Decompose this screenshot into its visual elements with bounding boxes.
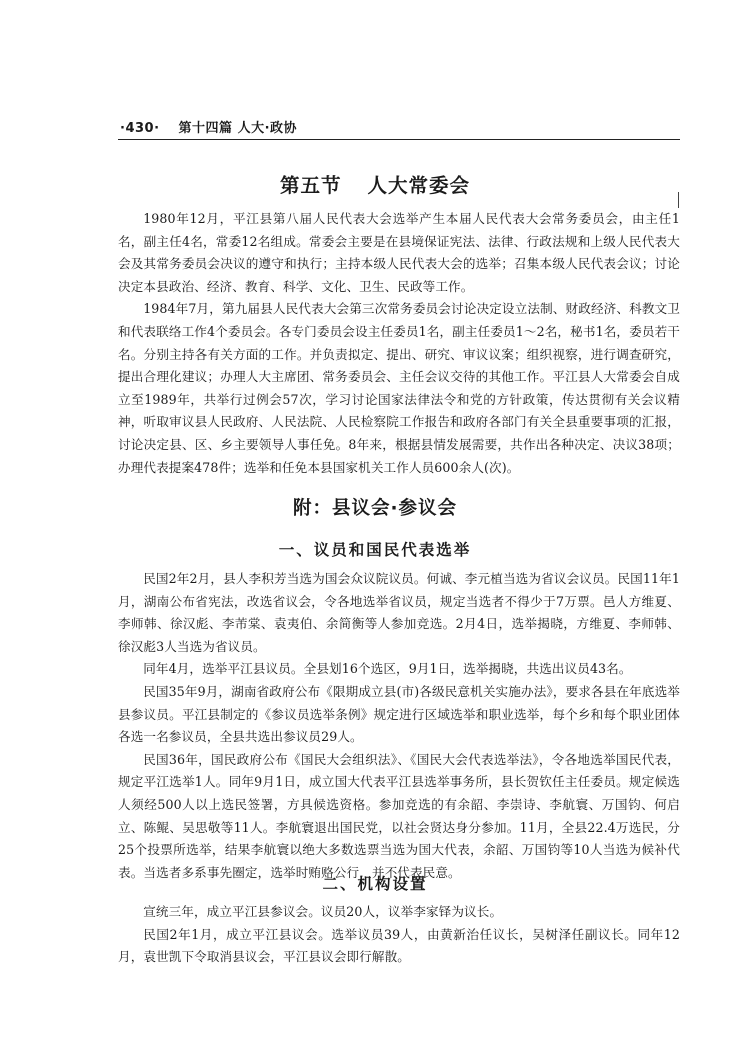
paragraph: 1980年12月，平江县第八届人民代表大会选举产生本届人民代表大会常务委员会，由主任1名，副主任4名，常委12名组成。常委会主要是在县境保证宪法、法律、行政法规和上级人民代表大会及其常务委员会决议的遵守和执行；主持本级人民代表大会的选举；召集本级人民代表会议；讨论决定本县政治、经济、教育、科学、文化、卫生、民政等工作。 bbox=[118, 211, 680, 294]
paragraph: 民国36年，国民政府公布《国民大会组织法》、《国民大会代表选举法》，令各地选举国民代表，规定平江选举1人。同年9月1日，成立国大代表平江县选举事务所，县长贺钦任主任委员。规定候选人须经500人以上选民签署，方具候选资格。参加竞选的有余韶、李崇诗、李航寰、万国钧、何启立、陈鲲、吴思敬等11人。李航寰退出国民党，以社会贤达身分参加。11月，全县22.4万选民，分25个投票所选举，结果李航寰以绝大多数选票当选为国大代表，余韶、万国钧等10人当选为候补代表。当选者多系事先圈定，选举时贿赂公行，并不代表民意。 bbox=[118, 751, 680, 880]
page-number: ·430· bbox=[120, 121, 160, 136]
paragraph: 民国2年2月，县人李积芳当选为国会众议院议员。何诚、李元植当选为省议会议员。民国11年1月，湖南公布省宪法，改选省议会，令各地选举省议员，规定当选者不得少于7万票。邑人方维夏、李师韩、徐汉彪、李芾棠、袁夷伯、余简衡等人参加竞选。2月4日，选举揭晓，方维夏、李师韩、徐汉彪3人当选为省议员。 bbox=[118, 571, 680, 654]
header-rule bbox=[118, 139, 680, 140]
subsection-body bbox=[118, 901, 680, 969]
paragraph: 民国35年9月，湖南省政府公布《限期成立县(市)各级民意机关实施办法》，要求各县在年底选举县参议员。平江县制定的《参议员选举条例》规定进行区域选举和职业选举，每个乡和每个职业团体各选一名参议员，全县共选出参议员29人。 bbox=[118, 683, 680, 745]
page-header bbox=[120, 117, 680, 136]
paragraph: 同年4月，选举平江县议员。全县划16个选区，9月1日，选举揭晓，共选出议员43名。 bbox=[143, 661, 632, 677]
paragraph: 1984年7月，第九届县人民代表大会第三次常务委员会讨论决定设立法制、财政经济、科教文卫和代表联络工作4个委员会。各专门委员会设主任委员1名，副主任委员1～2名，秘书1名，委员若干名。分别主持各有关方面的工作。并负责拟定、提出、研究、审议议案；组织视察，进行调查研究，提出合理化建议；办理人大主席团、常务委员会、主任会议交待的其他工作。平江县人大常委会自成立至1989年，共举行过例会57次，学习讨论国家法律法令和党的方针政策，传达贯彻有关会议精神，听取审议县人民政府、人民法院、人民检察院工作报告和政府各部门有关全县重要事项的汇报，讨论决定县、区、乡主要领导人事任免。8年来，根据县情发展需要，共作出各种决定、决议38项；办理代表提案478件；选举和任免本县国家机关工作人员600余人(次)。 bbox=[118, 301, 680, 475]
section-name: 人大常委会 bbox=[367, 174, 471, 197]
appendix-title: 附：县议会·参议会 bbox=[292, 498, 458, 519]
paragraph: 宣统三年，成立平江县参议会。议员20人，议举李家铎为议长。 bbox=[143, 904, 503, 919]
section-number: 第五节 bbox=[279, 174, 342, 197]
paragraph: 民国2年1月，成立平江县议会。选举议员39人，由黄新治任议长，吴树泽任副议长。同年12月，袁世凯下令取消县议会，平江县议会即行解散。 bbox=[118, 926, 680, 965]
section-body bbox=[118, 208, 680, 479]
subsection-title: 一、议员和国民代表选举 bbox=[278, 541, 472, 559]
subsection-body bbox=[118, 568, 680, 884]
section-title bbox=[0, 170, 750, 198]
subsection-title: 二、机构设置 bbox=[322, 875, 428, 893]
chapter-title: 第十四篇 人大·政协 bbox=[178, 121, 298, 136]
